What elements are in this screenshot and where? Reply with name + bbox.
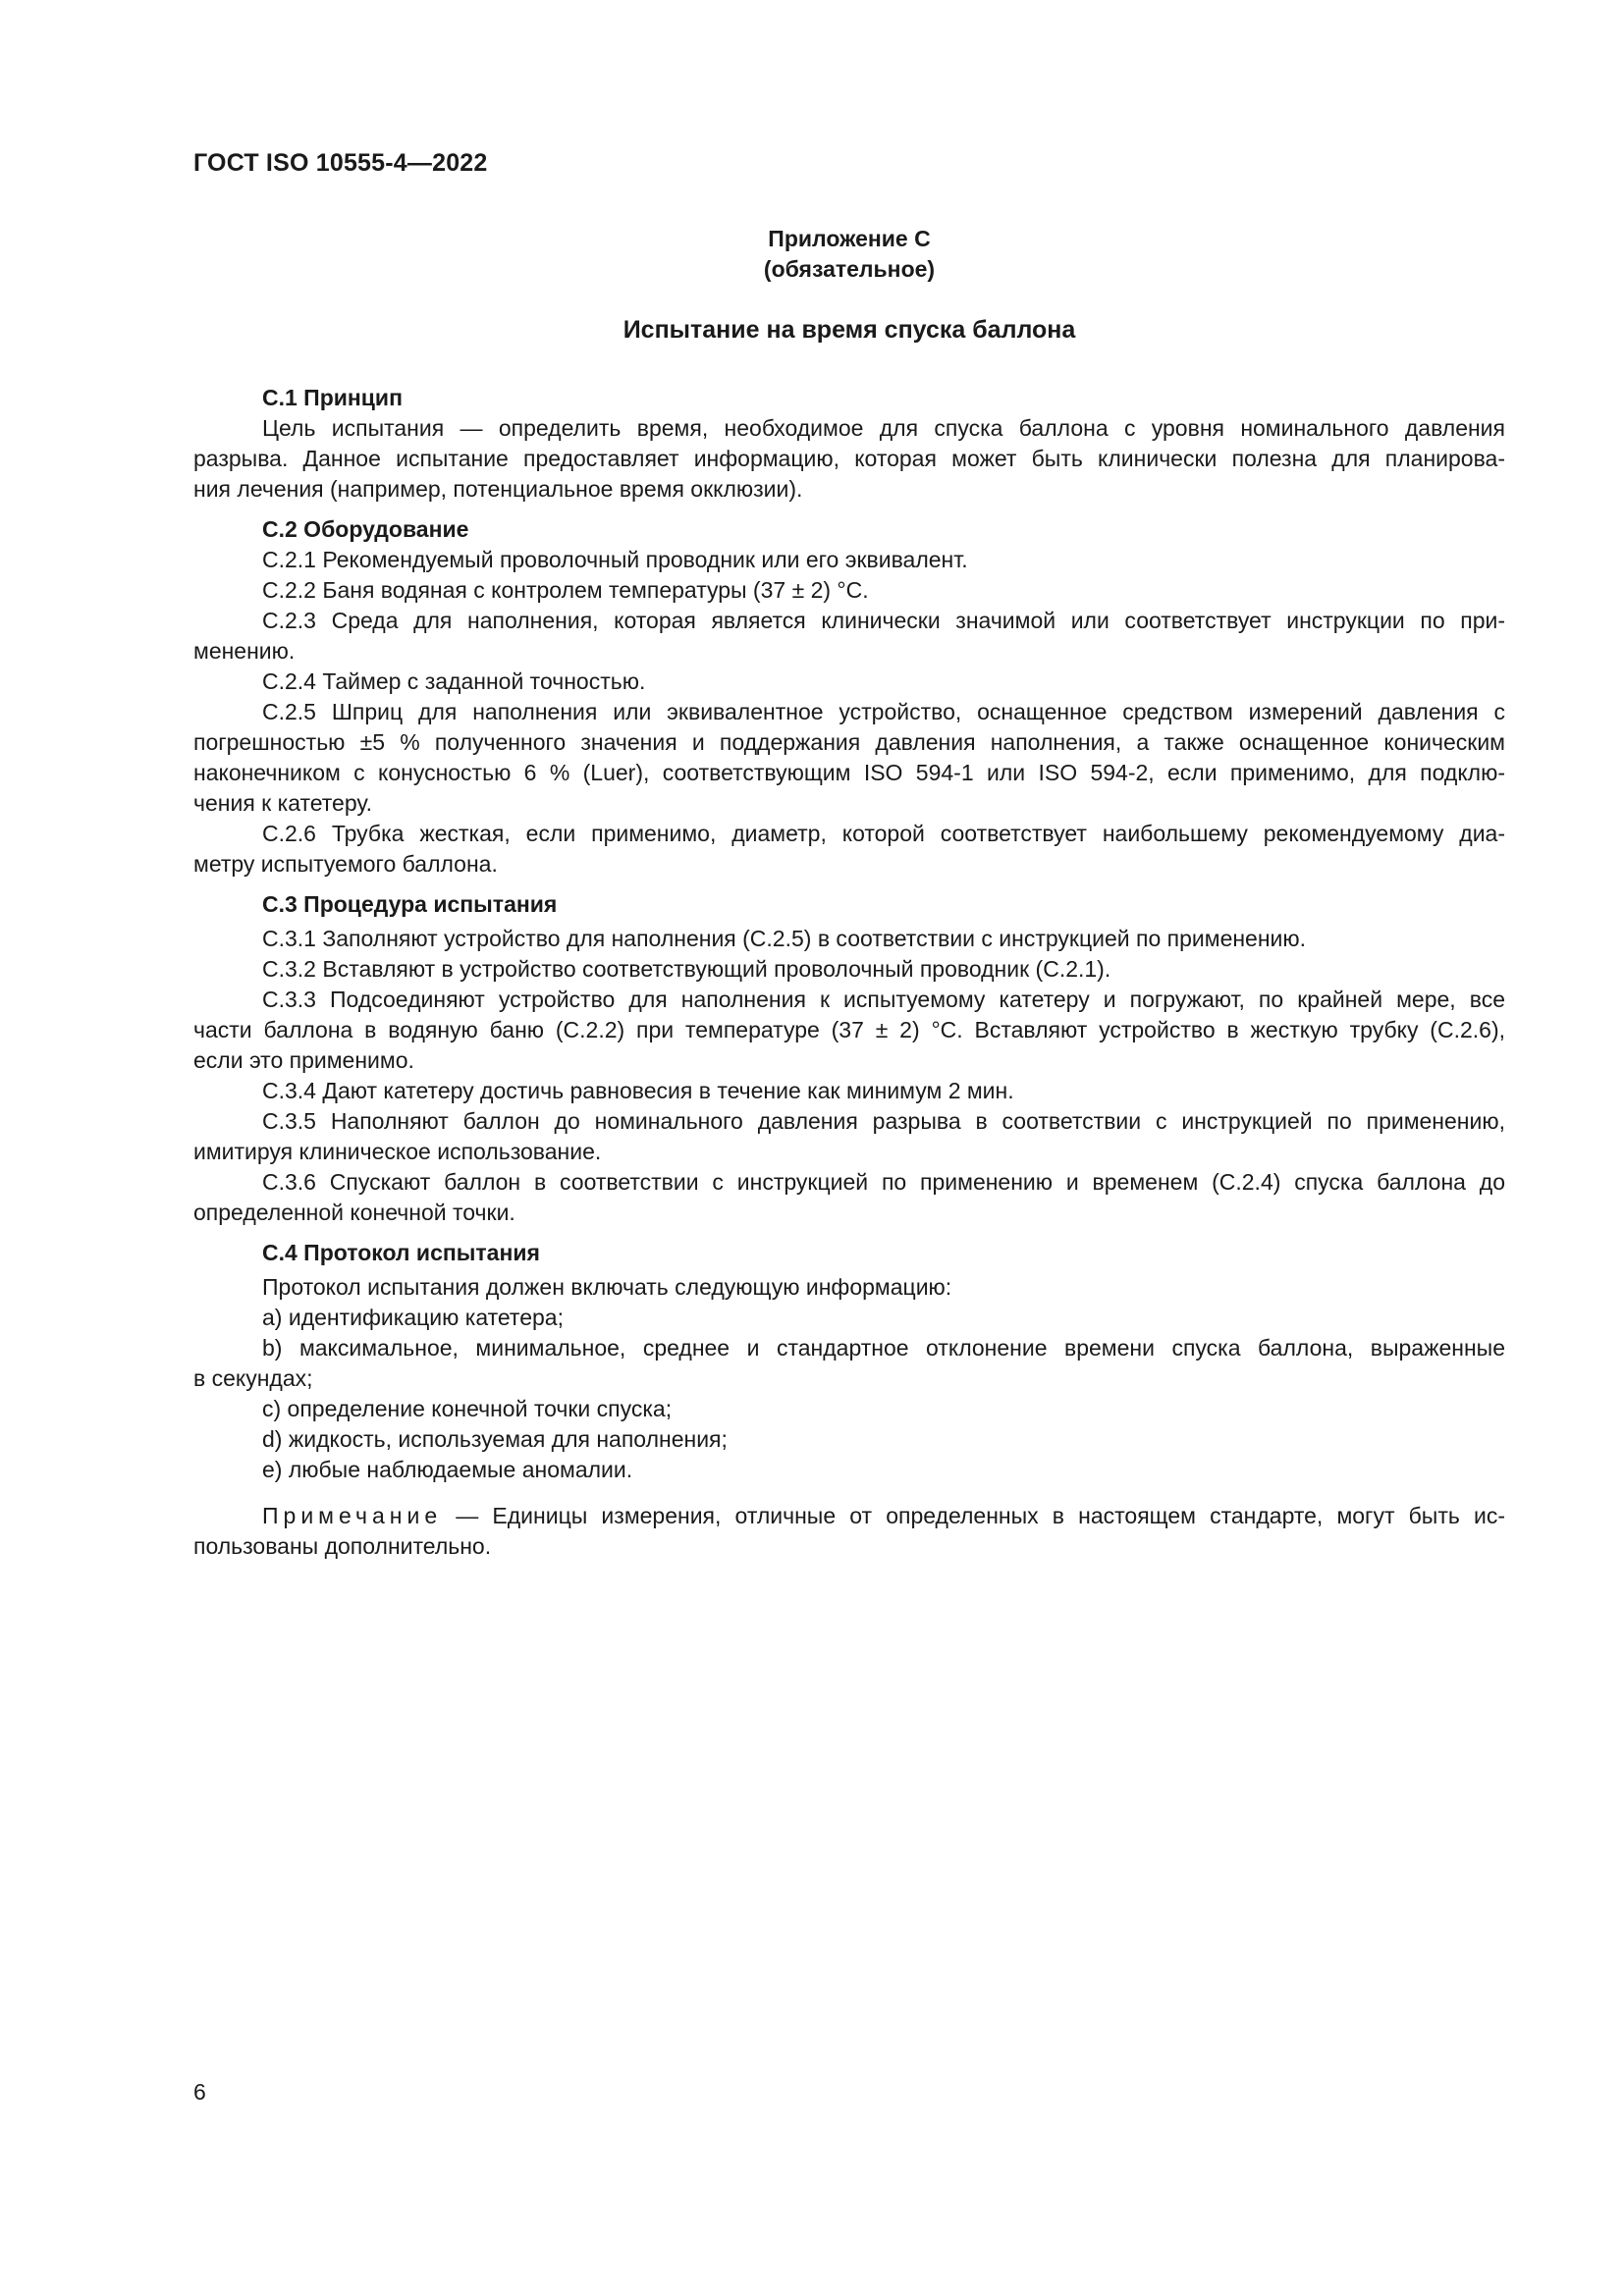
text-line: части баллона в водяную баню (С.2.2) при температуре (37 ± 2) °С. Вставляют устройство в жесткую трубку (С.2.6), bbox=[193, 1017, 1505, 1042]
text-line: e) любые наблюдаемые аномалии. bbox=[262, 1457, 633, 1482]
annex-title: Испытание на время спуска баллона bbox=[623, 316, 1076, 344]
paragraph-c1-principle bbox=[193, 413, 1505, 505]
item-c2-3 bbox=[193, 606, 1505, 667]
section-heading-c3: С.3 Процедура испытания bbox=[262, 891, 558, 917]
annex-status: (обязательное) bbox=[763, 256, 936, 282]
section-heading-c2: С.2 Оборудование bbox=[262, 516, 469, 542]
text-line bbox=[193, 1501, 1505, 1531]
report-item-b bbox=[193, 1333, 1505, 1394]
report-intro bbox=[193, 1272, 1505, 1303]
item-c3-1 bbox=[193, 924, 1505, 954]
text-line: менению. bbox=[193, 638, 296, 664]
report-item-d bbox=[193, 1424, 1505, 1455]
text-line: если это применимо. bbox=[193, 1047, 414, 1073]
text-line: С.3.1 Заполняют устройство для наполнения (С.2.5) в соответствии с инструкцией по применению. bbox=[262, 926, 1307, 951]
note bbox=[193, 1501, 1505, 1562]
text-line: в секундах; bbox=[193, 1365, 313, 1391]
report-item-a bbox=[193, 1303, 1505, 1333]
text-line: Цель испытания — определить время, необходимое для спуска баллона с уровня номинального давления bbox=[262, 415, 1505, 441]
text-line: С.3.2 Вставляют в устройство соответствующий проволочный проводник (С.2.1). bbox=[262, 956, 1111, 982]
text-line: чения к катетеру. bbox=[193, 790, 372, 816]
text-line: С.2.3 Среда для наполнения, которая является клинически значимой или соответствует инструкции по при- bbox=[262, 608, 1505, 633]
section-heading-c4: С.4 Протокол испытания bbox=[262, 1240, 540, 1265]
document-body bbox=[193, 224, 1505, 1562]
text-line: С.2.6 Трубка жесткая, если применимо, диаметр, которой соответствует наибольшему рекомендуемому диа- bbox=[262, 821, 1505, 846]
section-heading-c1: С.1 Принцип bbox=[262, 385, 403, 410]
text-line: погрешностью ±5 % полученного значения и поддержания давления наполнения, а также оснащенное коническим bbox=[193, 729, 1505, 755]
text-line: С.3.5 Наполняют баллон до номинального давления разрыва в соответствии с инструкцией по применению, bbox=[262, 1108, 1505, 1134]
text-line: a) идентификацию катетера; bbox=[262, 1305, 564, 1330]
text-line: С.2.1 Рекомендуемый проволочный проводник или его эквивалент. bbox=[262, 547, 968, 572]
text-line: С.3.6 Спускают баллон в соответствии с инструкцией по применению и временем (С.2.4) спуска баллона до bbox=[262, 1169, 1505, 1195]
text-line: разрыва. Данное испытание предоставляет информацию, которая может быть клинически полезна для планирова- bbox=[193, 446, 1505, 471]
item-c3-4 bbox=[193, 1076, 1505, 1106]
text-line: Протокол испытания должен включать следующую информацию: bbox=[262, 1274, 952, 1300]
item-c2-6 bbox=[193, 819, 1505, 880]
text-line: имитируя клиническое использование. bbox=[193, 1139, 602, 1164]
text-line: С.3.4 Дают катетеру достичь равновесия в течение как минимум 2 мин. bbox=[262, 1078, 1014, 1103]
item-c3-6 bbox=[193, 1167, 1505, 1228]
document-id-header: ГОСТ ISO 10555-4—2022 bbox=[193, 149, 488, 177]
text-line: d) жидкость, используемая для наполнения; bbox=[262, 1426, 728, 1452]
text-line: b) максимальное, минимальное, среднее и стандартное отклонение времени спуска баллона, выраженные bbox=[262, 1335, 1505, 1361]
text-line: c) определение конечной точки спуска; bbox=[262, 1396, 673, 1421]
annex-label: Приложение С bbox=[768, 226, 931, 251]
item-c3-3 bbox=[193, 985, 1505, 1076]
text-line: метру испытуемого баллона. bbox=[193, 851, 498, 877]
note-text: — Единицы измерения, отличные от определенных в настоящем стандарте, могут быть ис- bbox=[442, 1503, 1505, 1528]
item-c2-2 bbox=[193, 575, 1505, 606]
item-c2-1 bbox=[193, 545, 1505, 575]
text-line: С.2.4 Таймер с заданной точностью. bbox=[262, 668, 646, 694]
item-c2-4 bbox=[193, 667, 1505, 697]
item-c3-2 bbox=[193, 954, 1505, 985]
page-number: 6 bbox=[193, 2079, 206, 2105]
report-item-e bbox=[193, 1455, 1505, 1485]
note-label: Примечание bbox=[262, 1503, 443, 1528]
text-line: С.3.3 Подсоединяют устройство для наполнения к испытуемому катетеру и погружают, по крайней мере, все bbox=[262, 987, 1505, 1012]
text-line: С.2.2 Баня водяная с контролем температуры (37 ± 2) °С. bbox=[262, 577, 869, 603]
text-line: пользованы дополнительно. bbox=[193, 1533, 492, 1559]
text-line: ния лечения (например, потенциальное время окклюзии). bbox=[193, 476, 803, 502]
text-line: определенной конечной точки. bbox=[193, 1200, 515, 1225]
report-item-c bbox=[193, 1394, 1505, 1424]
item-c2-5 bbox=[193, 697, 1505, 819]
text-line: С.2.5 Шприц для наполнения или эквивалентное устройство, оснащенное средством измерений давления с bbox=[262, 699, 1505, 724]
item-c3-5 bbox=[193, 1106, 1505, 1167]
text-line: наконечником с конусностью 6 % (Luer), соответствующим ISO 594-1 или ISO 594-2, если применимо, для подклю- bbox=[193, 760, 1505, 785]
